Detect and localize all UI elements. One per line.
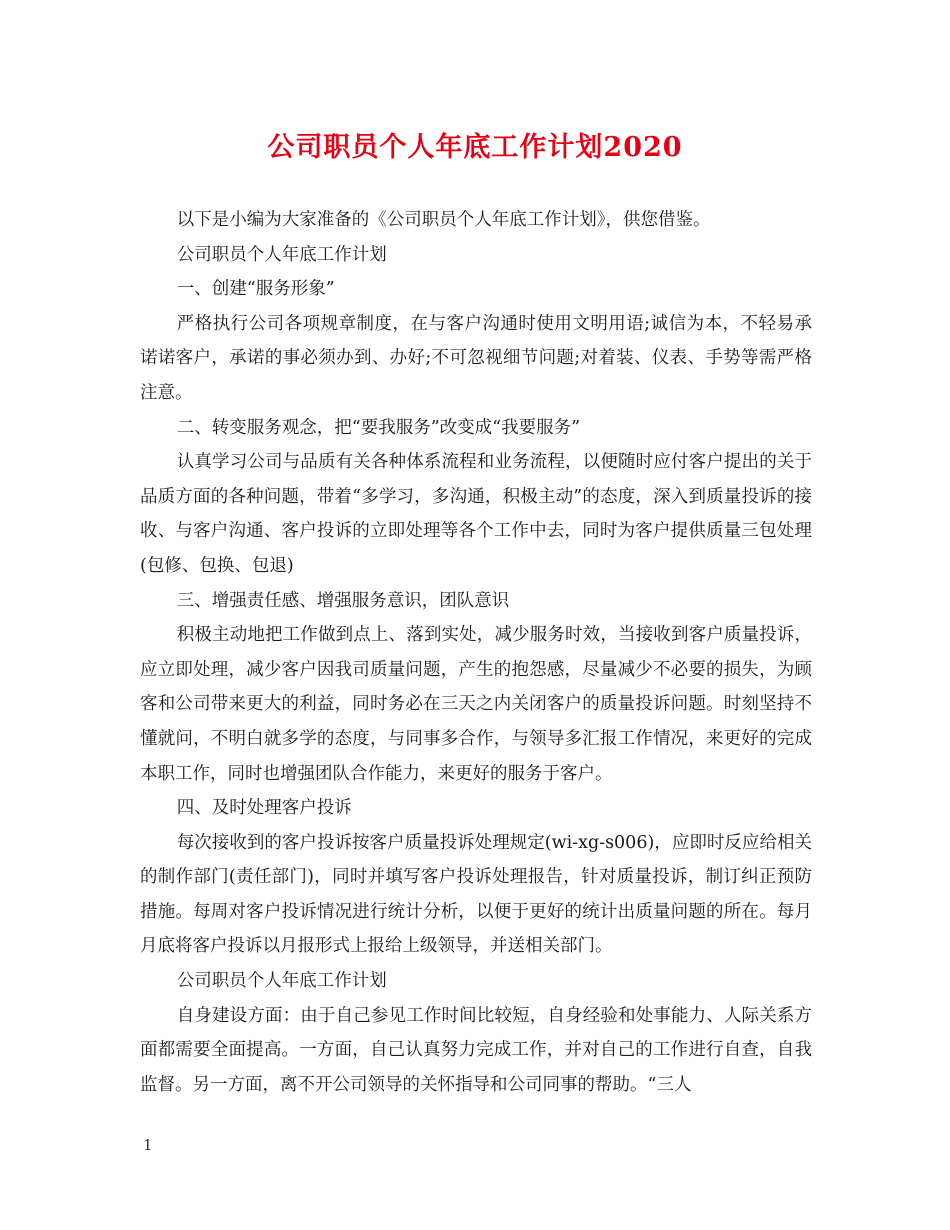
paragraph-section-3: 积极主动地把工作做到点上、落到实处，减少服务时效，当接收到客户质量投诉，应立即处理，减少客户因我司质量问题，产生的抱怨感，尽量减少不必要的损失，为顾客和公司带来更大的利益，同时务必在三天之内关闭客户的质量投诉问题。时刻坚持不懂就问，不明白就多学的态度，与同事多合作，与领导多汇报工作情况，来更好的完成本职工作，同时也增强团队合作能力，来更好的服务于客户。 — [140, 625, 812, 784]
section-heading-4: 四、及时处理客户投诉 — [176, 798, 352, 819]
section-heading-2: 二、转变服务观念，把“要我服务”改变成“我要服务” — [176, 417, 581, 438]
document-title: 公司职员个人年底工作计划2020 — [267, 132, 683, 163]
section-heading-1: 一、创建“服务形象” — [176, 279, 335, 300]
paragraph-section-4: 每次接收到的客户投诉按客户质量投诉处理规定(wi-xg-s006)，应即时反应给相关的制作部门(责任部门)，同时并填写客户投诉处理报告，针对质量投诉，制订纠正预防措施。每周对客户投诉情况进行统计分析，以便于更好的统计出质量问题的所在。每月月底将客户投诉以月报形式上报给上级领导，并送相关部门。 — [140, 832, 812, 957]
paragraph-heading-plan: 公司职员个人年底工作计划 — [176, 244, 387, 265]
paragraph-self-development: 自身建设方面：由于自己参见工作时间比较短，自身经验和处事能力、人际关系方面都需要全面提高。一方面，自己认真努力完成工作，并对自己的工作进行自查，自我监督。另一方面，离不开公司领导的关怀指导和公司同事的帮助。“三人 — [140, 1005, 812, 1095]
paragraph-section-2: 认真学习公司与品质有关各种体系流程和业务流程，以便随时应付客户提出的关于品质方面的各种问题，带着“多学习，多沟通，积极主动”的态度，深入到质量投诉的接收、与客户沟通、客户投诉的立即处理等各个工作中去，同时为客户提供质量三包处理(包修、包换、包退) — [140, 452, 812, 576]
document-body — [140, 203, 812, 1102]
paragraph-heading-plan-2: 公司职员个人年底工作计划 — [176, 971, 387, 992]
paragraph-intro: 以下是小编为大家准备的《公司职员个人年底工作计划》，供您借鉴。 — [176, 210, 711, 230]
paragraph-section-1: 严格执行公司各项规章制度，在与客户沟通时使用文明用语;诚信为本，不轻易承诺诺客户，承诺的事必须办到、办好;不可忽视细节问题;对着装、仪表、手势等需严格注意。 — [140, 313, 812, 403]
page-number: 1 — [143, 1136, 153, 1154]
section-heading-3: 三、增强责任感、增强服务意识，团队意识 — [176, 590, 510, 611]
